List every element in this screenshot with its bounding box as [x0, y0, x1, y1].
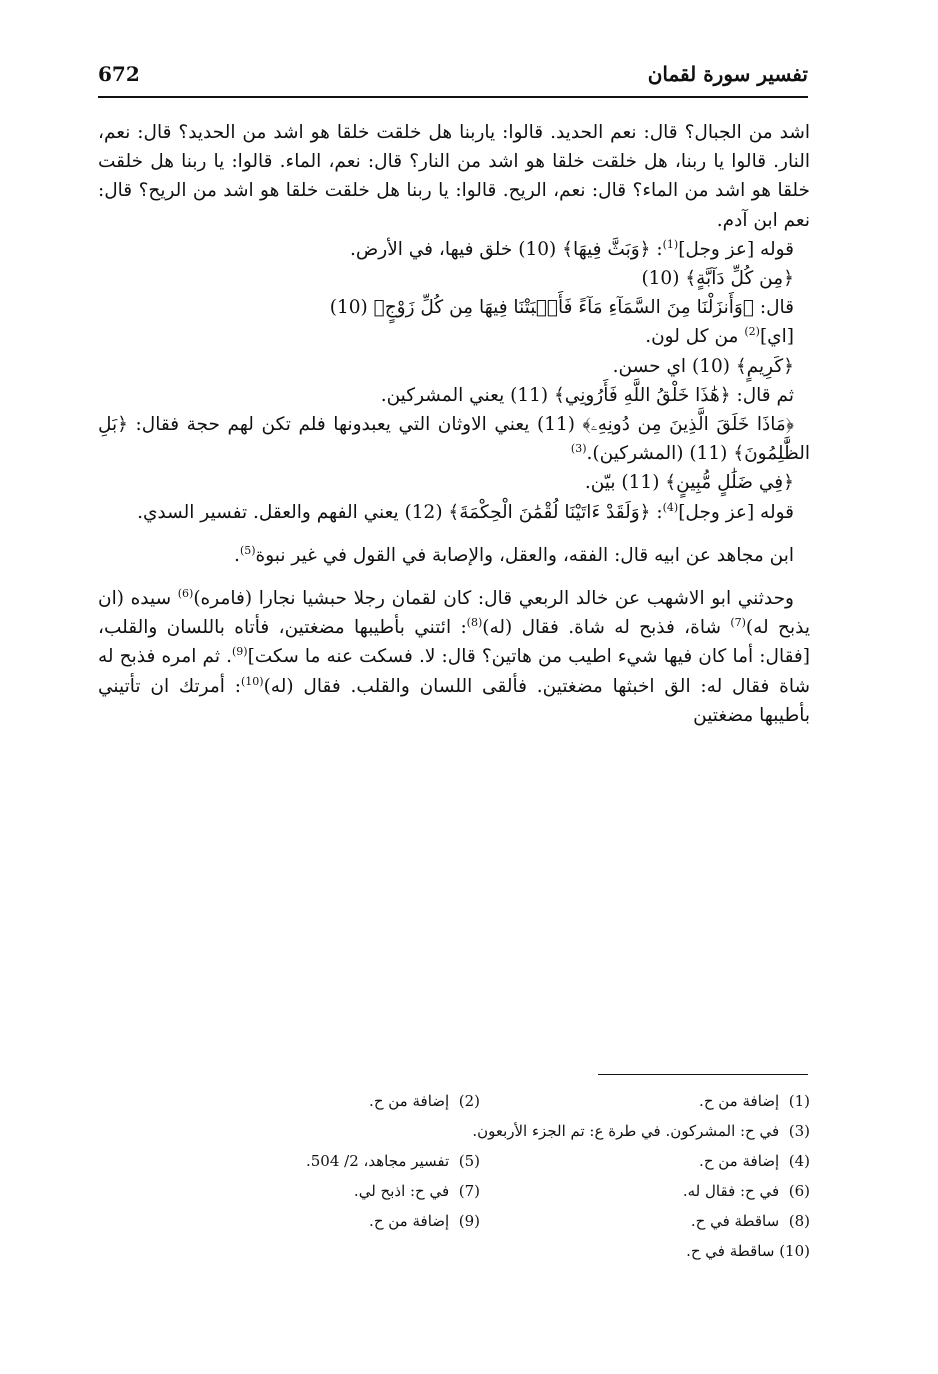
page-header — [98, 52, 808, 92]
footnote-item — [472, 1116, 810, 1146]
footnote-row — [150, 1146, 810, 1176]
footnote-item — [480, 1086, 810, 1116]
paragraph-text: ﴿مَاذَا خَلَقَ الَّذِينَ مِن دُونِهِۦ﴾ (11) يعني الاوثان التي يعبدونها فلم تكن لهم حجة فقال: ﴿بَلِ الظَّٰلِمُونَ﴾ (11) (المشركين). — [98, 414, 810, 465]
footnote-text: إضافة من ح. — [369, 1212, 450, 1230]
paragraph-text: ﴿كَرِيمٍ﴾ (10) اي حسن. — [612, 355, 794, 377]
footnote-ref: (1) — [662, 237, 679, 251]
paragraph-text: قوله [عز وجل] — [678, 238, 794, 260]
footnote-ref: (5) — [239, 543, 256, 557]
footnote-number: (2) — [458, 1092, 480, 1110]
paragraph-text: ابن مجاهد عن ابيه قال: الفقه، والعقل، والإصابة في القول في غير نبوة — [255, 544, 794, 566]
footnote-number: (10) — [779, 1242, 810, 1260]
paragraph — [98, 410, 810, 468]
footnotes — [150, 1086, 810, 1266]
paragraph-text: : ﴿وَبَثَّ فِيهَا﴾ (10) خلق فيها، في الأرض. — [350, 238, 663, 260]
footnote-item — [150, 1086, 480, 1116]
paragraph-text: قوله [عز وجل] — [678, 501, 794, 523]
footnote-ref: (7) — [730, 616, 746, 630]
footnote-text: ساقطة في ح. — [690, 1212, 780, 1230]
footnote-divider — [598, 1074, 808, 1075]
footnote-item — [150, 1176, 480, 1206]
footnote-row — [150, 1116, 810, 1146]
paragraph-text: سيده (ان يذبح له) — [98, 588, 810, 639]
footnote-ref: (9) — [232, 645, 248, 659]
paragraph-text: ﴿فِي ضَلَٰلٍ مُّبِينٍ﴾ (11) بيّن. — [584, 472, 794, 494]
footnote-item — [150, 1146, 480, 1176]
paragraph — [98, 468, 810, 497]
footnote-number: (7) — [458, 1182, 480, 1200]
footnote-text: إضافة من ح. — [369, 1092, 450, 1110]
footnote-ref: (2) — [744, 325, 760, 339]
footnote-text: في ح: فقال له. — [682, 1182, 780, 1200]
paragraph-text: اشد من الجبال؟ قال: نعم الحديد. قالوا: ياربنا هل خلقت خلقا هو اشد من الحديد؟ قال: نعم، النار. قالوا يا ربنا، هل خلقت خلقا هو اشد من النار؟ قال: نعم، الماء. قالوا: يا ربنا هل خلقت خلقا هو اشد من الماء؟ قال: نعم، الريح. قالوا: يا ربنا هل خلقت خلقا هو اشد من الريح؟ قال: نعم ابن آدم. — [98, 122, 810, 231]
footnote-text: ساقطة في ح. — [686, 1242, 775, 1260]
paragraph — [98, 235, 810, 264]
footnote-number: (5) — [458, 1152, 480, 1170]
footnote-row — [150, 1206, 810, 1236]
footnote-row — [150, 1086, 810, 1116]
paragraph-text: : أمرتك ان تأتيني بأطيبها مضغتين — [98, 675, 810, 726]
footnote-item — [480, 1176, 810, 1206]
footnote-number: (3) — [788, 1122, 810, 1140]
footnote-number: (1) — [788, 1092, 810, 1110]
footnote-ref: (6) — [177, 586, 194, 600]
paragraph-text: : ﴿وَلَقَدْ ءَاتَيْنَا لُقْمَٰنَ الْحِكْمَةَ﴾ (12) يعني الفهم والعقل. تفسير السدي. — [137, 501, 663, 523]
paragraph — [98, 352, 810, 381]
footnote-text: في ح: اذبح لي. — [353, 1182, 450, 1200]
footnote-item — [150, 1206, 480, 1236]
running-title: تفسير سورة لقمان — [647, 62, 808, 86]
footnote-number: (4) — [788, 1152, 810, 1170]
footnote-text: إضافة من ح. — [699, 1092, 780, 1110]
paragraph-text: شاة، فذبح له شاة. فقال (له) — [482, 617, 731, 639]
paragraph-text: [اي] — [759, 326, 794, 348]
paragraph — [98, 264, 810, 293]
footnote-ref: (8) — [466, 616, 483, 630]
paragraph — [98, 498, 810, 527]
paragraph-text: . — [234, 544, 240, 566]
paragraph — [98, 118, 810, 235]
footnote-row — [150, 1176, 810, 1206]
footnote-item — [480, 1206, 810, 1236]
footnote-number: (9) — [458, 1212, 480, 1230]
footnote-number: (8) — [788, 1212, 810, 1230]
paragraph — [98, 322, 810, 351]
paragraph-text: ﴿مِن كُلِّ دَآبَّةٍ﴾ (10) — [641, 268, 794, 290]
paragraph-text: من كل لون. — [645, 326, 745, 348]
paragraph — [98, 381, 810, 410]
footnote-ref: (4) — [662, 500, 679, 514]
paragraph — [98, 584, 810, 730]
footnote-number: (6) — [788, 1182, 810, 1200]
header-divider — [98, 96, 808, 98]
paragraph-text: قال: ﴿وَأَنزَلْنَا مِنَ السَّمَآءِ مَآءً فَأَنۢبَتْنَا فِيهَا مِن كُلِّ زَوْجٍ﴾ (10) — [329, 297, 794, 319]
paragraph-text: : ائتني بأطيبها مضغتين، فأتاه باللسان والقلب، [فقال: أما كان فيها شيء اطيب من هاتين؟ قال: لا. فسكت عنه ما سكت] — [98, 617, 810, 668]
footnote-row — [150, 1236, 810, 1266]
paragraph-text: . ثم امره فذبح له شاة فقال له: الق اخبثها مضغتين. فألقى اللسان والقلب. فقال (له) — [98, 646, 810, 697]
page-number: 672 — [98, 62, 140, 86]
paragraph-text: ثم قال: ﴿هَٰذَا خَلْقُ اللَّهِ فَأَرُونِي﴾ (11) يعني المشركين. — [380, 384, 794, 406]
main-text — [98, 118, 810, 730]
footnote-text: في ح: المشركون. في طرة ع: تم الجزء الأربعون. — [472, 1122, 780, 1140]
paragraph — [98, 293, 810, 322]
footnote-ref: (3) — [570, 442, 587, 456]
footnote-ref: (10) — [240, 674, 264, 688]
footnote-item — [480, 1146, 810, 1176]
footnote-text: تفسير مجاهد، 2/ 504. — [305, 1152, 450, 1170]
paragraph — [98, 541, 810, 570]
footnote-item — [686, 1236, 810, 1266]
footnote-text: إضافة من ح. — [699, 1152, 780, 1170]
paragraph-text: وحدثني ابو الاشهب عن خالد الربعي قال: كان لقمان رجلا حبشيا نجارا (فامره) — [193, 588, 794, 610]
